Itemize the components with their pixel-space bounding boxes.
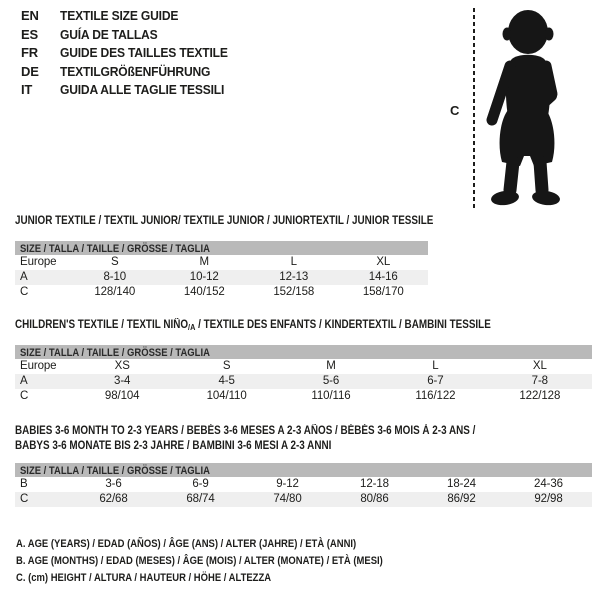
age-cell: 18-24: [447, 478, 476, 490]
height-measure-label: C: [450, 103, 460, 118]
height-cell: 158/170: [362, 286, 404, 298]
age-cell: 5-6: [322, 375, 340, 387]
lang-row-es: [21, 26, 240, 45]
size-header-bar: [15, 241, 428, 255]
legend-line-b: B. AGE (MONTHS) / EDAD (MESES) / ÂGE (MOIS) / ALTER (MONATE) / ETÀ (MESI): [16, 555, 383, 567]
height-cell: 128/140: [94, 286, 136, 298]
table-row: [15, 359, 592, 374]
table-row: [15, 285, 428, 300]
size-cell: L: [290, 256, 297, 268]
lang-row-en: [21, 7, 240, 26]
babies-table-title-line1: BABIES 3-6 MONTH TO 2-3 YEARS / BEBÉS 3-6 MESES A 2-3 AÑOS / BÉBÉS 3-6 MOIS À 2-3 ANS /: [15, 425, 476, 437]
lang-code: ES: [21, 26, 38, 42]
size-header-bar: [15, 463, 592, 477]
toddler-silhouette-icon: [480, 10, 573, 207]
table-row: [15, 389, 592, 404]
height-cell: 68/74: [186, 493, 215, 505]
age-cell: 14-16: [368, 271, 398, 283]
legend-line-a: A. AGE (YEARS) / EDAD (AÑOS) / ÂGE (ANS) / ALTER (JAHRE) / ETÀ (ANNI): [16, 538, 357, 550]
lang-code: FR: [21, 45, 38, 60]
junior-size-table: [15, 215, 434, 300]
children-table-title: CHILDREN'S TEXTILE / TEXTIL NIÑO/A / TEXTILE DES ENFANTS / KINDERTEXTIL / BAMBINI TESSILE: [15, 319, 491, 332]
age-cell: 12-18: [360, 478, 389, 490]
row-label: Europe: [20, 360, 57, 372]
row-label: A: [20, 271, 28, 283]
age-cell: 6-9: [192, 478, 209, 490]
height-cell: 80/86: [360, 493, 389, 505]
age-cell: 12-13: [279, 271, 309, 283]
size-header-label: SIZE / TALLA / TAILLE / GRÖSSE / TAGLIA: [20, 243, 210, 255]
children-size-table: [15, 319, 592, 404]
age-cell: 10-12: [189, 271, 219, 283]
height-cell: 152/158: [273, 286, 315, 298]
age-cell: 4-5: [218, 375, 235, 387]
age-cell: 3-4: [114, 375, 131, 387]
babies-size-table: [15, 424, 592, 507]
age-cell: 7-8: [531, 375, 548, 387]
height-cell: 122/128: [519, 390, 561, 402]
row-label: A: [20, 375, 28, 387]
size-cell: XS: [114, 360, 130, 372]
babies-table-title-line2: BABYS 3-6 MONATE BIS 2-3 JAHRE / BAMBINI 3-6 MESI A 2-3 ANNI: [15, 439, 332, 452]
row-label: C: [20, 493, 29, 505]
height-cell: 140/152: [183, 286, 225, 298]
size-cell: XL: [376, 256, 391, 268]
height-cell: 86/92: [447, 493, 476, 505]
height-cell: 74/80: [273, 493, 302, 505]
lang-label: TEXTILE SIZE GUIDE: [60, 8, 179, 23]
height-measure-dashed-line: [473, 8, 475, 208]
lang-label: GUIDA ALLE TAGLIE TESSILI: [60, 82, 225, 97]
lang-code: IT: [21, 82, 33, 97]
lang-label: GUÍA DE TALLAS: [60, 26, 158, 42]
size-header-label: SIZE / TALLA / TAILLE / GRÖSSE / TAGLIA: [20, 465, 210, 477]
size-header-bar: [15, 345, 592, 359]
lang-code: EN: [21, 8, 39, 23]
language-list: [21, 7, 240, 100]
age-cell: 9-12: [276, 478, 299, 490]
row-label: Europe: [20, 256, 57, 268]
legend: [16, 536, 443, 587]
table-row: [15, 255, 428, 270]
age-cell: 24-36: [534, 478, 563, 490]
table-row: [15, 477, 592, 492]
table-row: [15, 374, 592, 389]
height-cell: 98/104: [104, 390, 140, 402]
size-cell: S: [110, 256, 119, 268]
junior-table-title: JUNIOR TEXTILE / TEXTIL JUNIOR/ TEXTILE JUNIOR / JUNIORTEXTIL / JUNIOR TESSILE: [15, 215, 434, 227]
lang-row-fr: [21, 44, 240, 63]
age-cell: 8-10: [103, 271, 127, 283]
row-label: C: [20, 286, 29, 298]
lang-row-it: [21, 81, 240, 100]
table-row: [15, 492, 592, 507]
height-cell: 110/116: [311, 390, 351, 402]
size-cell: M: [199, 256, 209, 268]
legend-line-c: C. (cm) HEIGHT / ALTURA / HAUTEUR / HÖHE / ALTEZZA: [16, 572, 272, 584]
size-cell: S: [222, 360, 231, 372]
lang-code: DE: [21, 63, 39, 79]
lang-label: TEXTILGRÖßENFÜHRUNG: [60, 63, 211, 79]
size-cell: L: [432, 360, 439, 372]
height-cell: 104/110: [206, 390, 247, 402]
height-cell: 92/98: [534, 493, 563, 505]
row-label: C: [20, 390, 29, 402]
size-cell: XL: [532, 360, 547, 372]
title-subscript: /A: [188, 322, 196, 332]
lang-label: GUIDE DES TAILLES TEXTILE: [60, 45, 228, 60]
table-row: [15, 270, 428, 285]
lang-row-de: [21, 63, 240, 82]
size-header-label: SIZE / TALLA / TAILLE / GRÖSSE / TAGLIA: [20, 347, 210, 359]
height-cell: 116/122: [415, 390, 456, 402]
age-cell: 3-6: [105, 478, 122, 490]
height-cell: 62/68: [99, 493, 128, 505]
size-cell: M: [326, 360, 336, 372]
row-label: B: [20, 478, 28, 490]
age-cell: 6-7: [427, 375, 444, 387]
